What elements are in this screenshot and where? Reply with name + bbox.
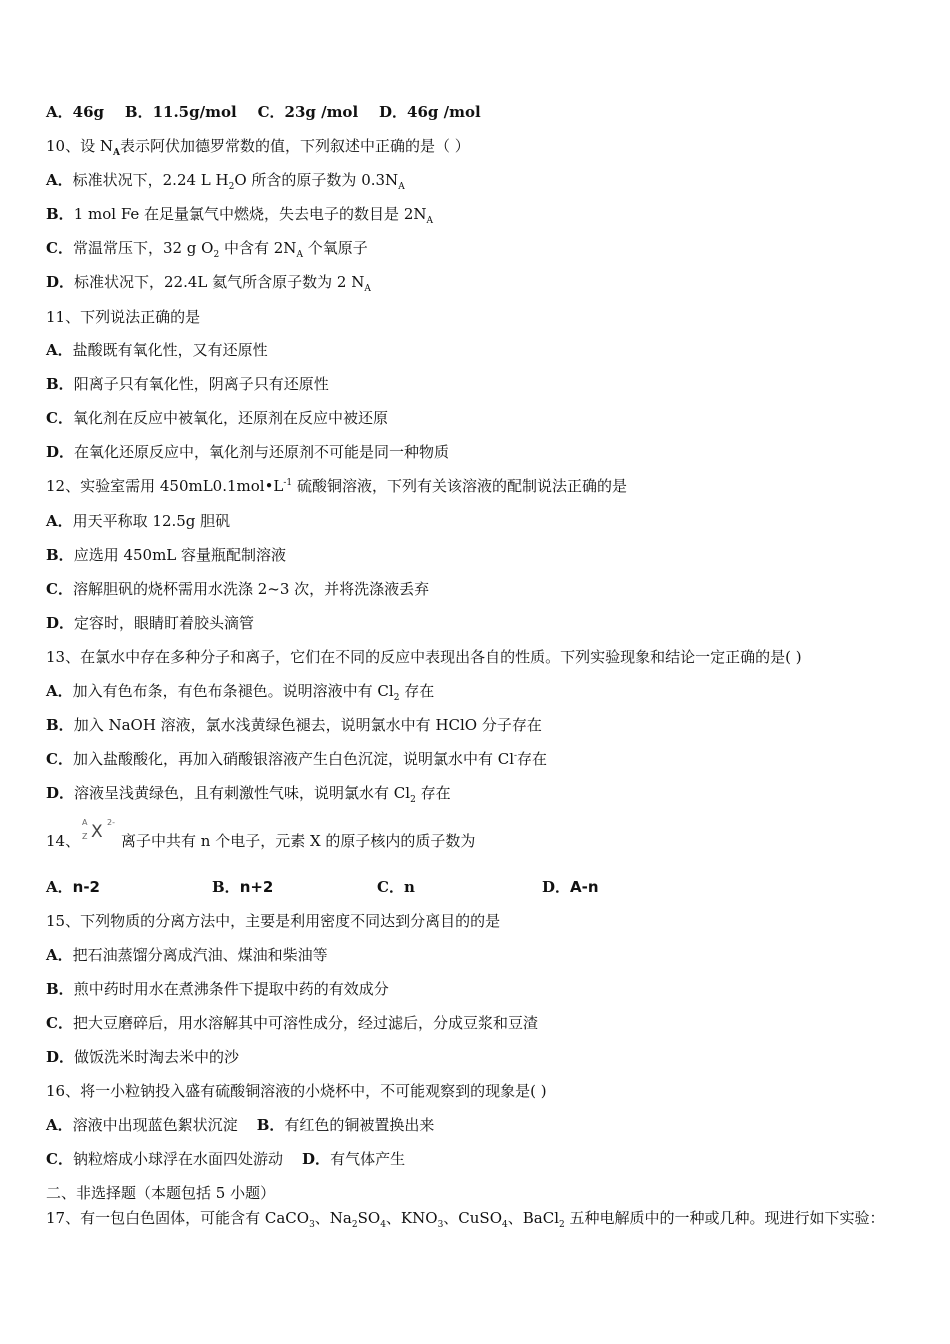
q14-option-a <box>46 877 100 897</box>
option-letter: D． <box>46 273 75 291</box>
subscript: 2 <box>393 693 400 703</box>
subscript: 4 <box>502 1220 508 1230</box>
option-letter: C． <box>46 750 73 768</box>
superscript: - <box>514 751 518 761</box>
option-text: 存在 <box>399 682 435 700</box>
option-text: 1 mol Fe 在足量氯气中燃烧，失去电子的数目是 2N <box>73 205 427 223</box>
subscript: 3 <box>437 1220 444 1230</box>
q12-stem-pre: 12、实验室需用 450mL0.1mol•L <box>46 477 284 495</box>
option-text: 应选用 450mL 容量瓶配制溶液 <box>73 546 287 564</box>
subscript: 2 <box>213 250 220 260</box>
option-letter: B． <box>46 980 74 998</box>
option-letter: B． <box>46 205 74 223</box>
option-text: 溶解胆矾的烧杯需用水洗涤 2~3 次，并将洗涤液丢弃 <box>72 580 430 598</box>
q10-option-d <box>46 272 371 292</box>
option-text: 中含有 2N <box>219 239 297 257</box>
option-text: 加入 NaOH 溶液，氯水浅黄绿色褪去，说明氯水中有 HClO 分子存在 <box>73 716 542 734</box>
option-text: n+2 <box>239 878 274 896</box>
q14-number: 14、 <box>46 832 81 850</box>
superscript: -1 <box>283 478 293 488</box>
ion-charge: 2- <box>107 818 115 827</box>
option-text: 做饭洗米时淘去米中的沙 <box>74 1048 240 1066</box>
q13-stem: 13、在氯水中存在多种分子和离子，它们在不同的反应中表现出各自的性质。下列实验现象和结论一定正确的是( ) <box>46 648 802 666</box>
q17-text: 17、有一包白色固体，可能含有 CaCO <box>46 1209 310 1227</box>
q10-stem-sub: A <box>112 148 120 158</box>
q9-option-b: B．11.5g/mol <box>124 103 237 121</box>
q16-options-line1 <box>46 1115 434 1135</box>
subscript: 2 <box>351 1220 358 1230</box>
subscript: A <box>398 182 405 192</box>
option-text: 有气体产生 <box>330 1150 406 1168</box>
q13-option-a <box>46 681 434 701</box>
subscript: 2 <box>228 182 235 192</box>
q10-option-a <box>46 170 405 190</box>
q12-stem <box>46 476 627 496</box>
option-letter: C． <box>46 580 73 598</box>
option-letter: A． <box>46 1116 73 1134</box>
option-letter: C． <box>46 409 73 427</box>
option-letter: C． <box>46 1014 73 1032</box>
q14-option-b <box>212 877 273 897</box>
option-letter: D． <box>46 443 75 461</box>
option-letter: D． <box>302 1150 331 1168</box>
option-text: 氧化剂在反应中被氧化，还原剂在反应中被还原 <box>72 409 388 427</box>
q9-option-a: A．46g <box>46 103 105 121</box>
option-letter: A． <box>46 946 73 964</box>
q12-stem-post: 硫酸铜溶液，下列有关该溶液的配制说法正确的是 <box>292 477 627 495</box>
subscript: A <box>296 250 303 260</box>
q17-text: 、Na <box>314 1209 352 1227</box>
option-text: 有红色的铜被置换出来 <box>284 1116 435 1134</box>
option-text: 标准状况下，2.24 L H <box>72 171 229 189</box>
option-text: 用天平称取 12.5g 胆矾 <box>72 512 231 530</box>
option-text: 加入有色布条，有色布条褪色。说明溶液中有 Cl <box>72 682 394 700</box>
option-letter: D． <box>46 784 75 802</box>
q9-options <box>46 102 481 122</box>
q10-option-b <box>46 204 433 224</box>
q11-option-d <box>46 442 449 462</box>
q17-text: 、KNO <box>385 1209 438 1227</box>
option-text: 阳离子只有氧化性，阴离子只有还原性 <box>73 375 329 393</box>
option-letter: C． <box>46 239 73 257</box>
q15-option-a <box>46 945 328 965</box>
option-letter: D． <box>542 878 571 896</box>
q10-stem <box>46 136 470 156</box>
q10-stem-post: 表示阿伏加德罗常数的值，下列叙述中正确的是（ ） <box>119 137 470 155</box>
option-letter: A． <box>46 341 73 359</box>
q10-option-c <box>46 238 368 258</box>
option-letter: B． <box>212 878 240 896</box>
option-letter: A． <box>46 171 73 189</box>
option-text: 定容时，眼睛盯着胶头滴管 <box>74 614 255 632</box>
option-letter: B． <box>46 546 74 564</box>
subscript: A <box>364 284 371 294</box>
q16-stem: 16、将一小粒钠投入盛有硫酸铜溶液的小烧杯中，不可能观察到的现象是( ) <box>46 1082 547 1100</box>
option-text: 常温常压下，32 g O <box>72 239 214 257</box>
q11-option-b <box>46 374 329 394</box>
q15-option-d <box>46 1047 239 1067</box>
q12-option-a <box>46 511 230 531</box>
option-text: 标准状况下，22.4L 氦气所含原子数为 2 N <box>74 273 365 291</box>
q13-option-c <box>46 749 547 769</box>
q14-option-c <box>377 877 415 897</box>
q17-text: 五种电解质中的一种或几种。现进行如下实验： <box>564 1209 885 1227</box>
q14-option-d <box>542 877 599 897</box>
q11-option-c <box>46 408 388 428</box>
q12-option-d <box>46 613 254 633</box>
q13-option-b <box>46 715 542 735</box>
q15-option-b <box>46 979 389 999</box>
q17-stem <box>46 1208 885 1228</box>
q14-stem: 离子中共有 n 个电子，元素 X 的原子核内的质子数为 <box>121 832 476 850</box>
atomic-number: Z <box>82 832 88 841</box>
q9-option-c: C．23g /mol <box>257 103 359 121</box>
option-text: 溶液中出现蓝色絮状沉淀 <box>72 1116 238 1134</box>
option-text: 存在 <box>415 784 451 802</box>
option-text: 个氧原子 <box>302 239 368 257</box>
option-text: 钠粒熔成小球浮在水面四处游动 <box>72 1150 283 1168</box>
q16-options-line2 <box>46 1149 405 1169</box>
option-text: 存在 <box>517 750 548 768</box>
isotope-notation <box>82 818 118 846</box>
option-letter: D． <box>46 1048 75 1066</box>
element-symbol: X <box>91 822 103 842</box>
mass-number: A <box>82 818 88 827</box>
option-letter: B． <box>46 716 74 734</box>
q17-text: SO <box>357 1209 381 1227</box>
option-text: 把大豆磨碎后，用水溶解其中可溶性成分，经过滤后，分成豆浆和豆渣 <box>72 1014 538 1032</box>
q11-option-a <box>46 340 268 360</box>
q10-stem-pre: 10、设 N <box>46 137 113 155</box>
subscript: 3 <box>309 1220 315 1230</box>
option-text: 盐酸既有氧化性，又有还原性 <box>72 341 268 359</box>
option-text: 加入盐酸酸化，再加入硝酸银溶液产生白色沉淀，说明氯水中有 Cl <box>72 750 514 768</box>
q12-option-c <box>46 579 429 599</box>
q12-option-b <box>46 545 286 565</box>
option-text: n-2 <box>72 878 100 896</box>
option-text: 溶液呈浅黄绿色，且有刺激性气味，说明氯水有 Cl <box>74 784 411 802</box>
section-heading: 二、非选择题（本题包括 5 小题） <box>46 1184 276 1202</box>
subscript: 2 <box>559 1220 565 1230</box>
q15-stem: 15、下列物质的分离方法中，主要是利用密度不同达到分离目的的是 <box>46 912 501 930</box>
subscript: 4 <box>380 1220 386 1230</box>
q17-text: 、CuSO <box>443 1209 503 1227</box>
q17-text: 、BaCl <box>507 1209 559 1227</box>
q11-stem: 11、下列说法正确的是 <box>46 308 201 326</box>
q9-option-d: D．46g /mol <box>379 103 481 121</box>
option-letter: A． <box>46 682 73 700</box>
option-text: A-n <box>570 878 599 896</box>
q15-option-c <box>46 1013 538 1033</box>
option-text: 煎中药时用水在煮沸条件下提取中药的有效成分 <box>73 980 389 998</box>
option-letter: A． <box>46 512 73 530</box>
option-text: 把石油蒸馏分离成汽油、煤油和柴油等 <box>72 946 328 964</box>
option-letter: C． <box>377 878 404 896</box>
subscript: 2 <box>410 795 416 805</box>
option-letter: B． <box>256 1116 285 1134</box>
option-text: n <box>403 878 415 896</box>
q13-option-d <box>46 783 451 803</box>
option-text: O 所含的原子数为 0.3N <box>234 171 399 189</box>
option-letter: D． <box>46 614 75 632</box>
option-letter: C． <box>46 1150 73 1168</box>
option-letter: B． <box>46 375 74 393</box>
subscript: A <box>426 216 433 226</box>
option-text: 在氧化还原反应中，氧化剂与还原剂不可能是同一种物质 <box>74 443 450 461</box>
option-letter: A． <box>46 878 73 896</box>
